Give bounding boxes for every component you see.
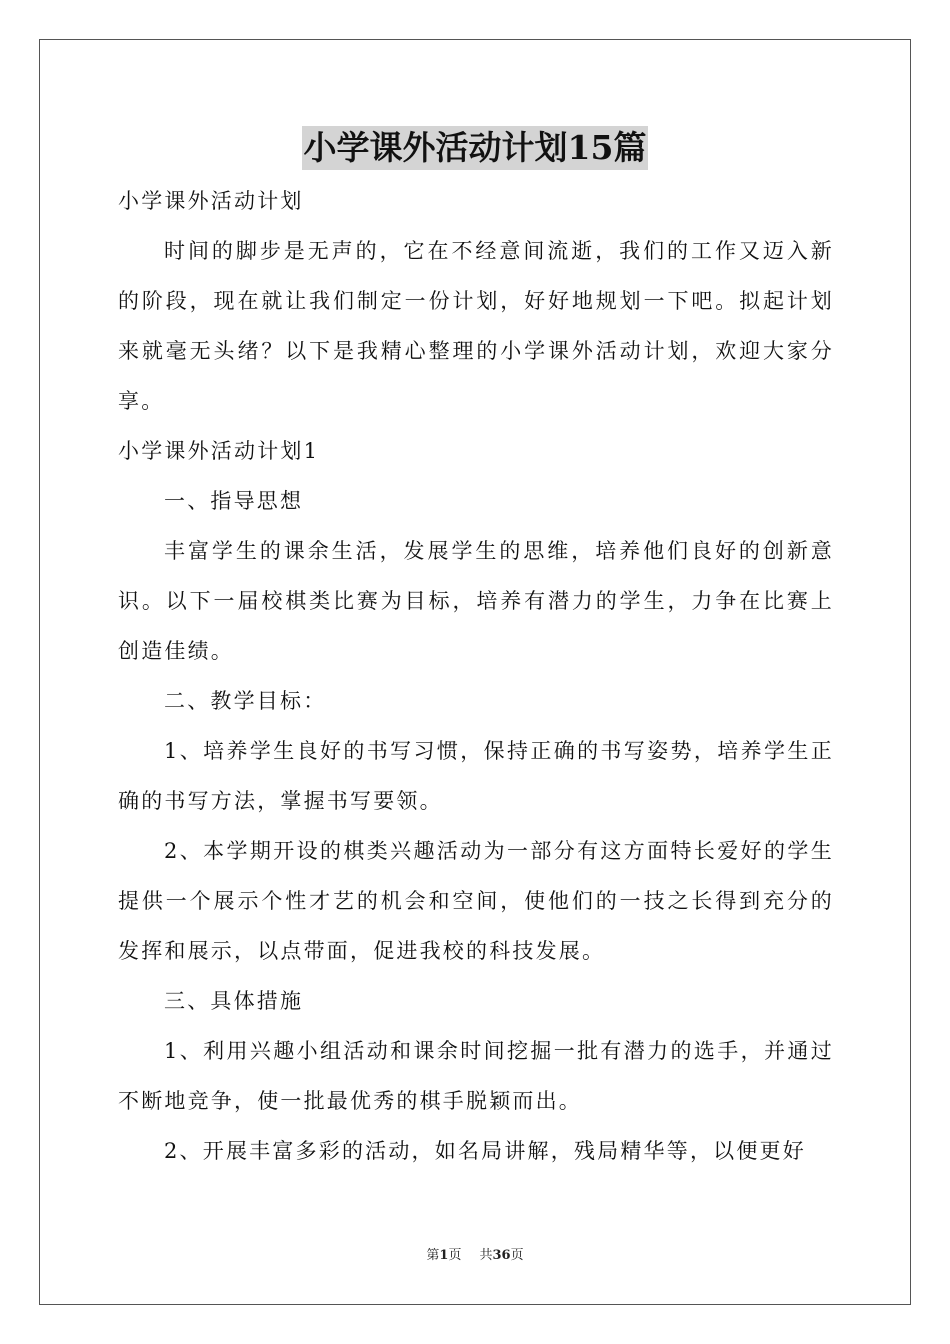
section-heading: 一、指导思想 [164, 489, 304, 513]
total-prefix: 共 [479, 1248, 493, 1263]
document-body [118, 176, 834, 1176]
section-heading: 二、教学目标： [164, 689, 327, 713]
page-footer [0, 1246, 950, 1266]
paragraph: 1、培养学生良好的书写习惯，保持正确的书写姿势，培养学生正确的书写方法，掌握书写要领。 [118, 739, 834, 813]
section-heading: 三、具体措施 [164, 989, 304, 1013]
section-heading: 小学课外活动计划1 [118, 439, 320, 463]
page-current: 1 [439, 1248, 449, 1263]
total-unit: 页 [510, 1248, 524, 1263]
paragraph: 2、本学期开设的棋类兴趣活动为一部分有这方面特长爱好的学生提供一个展示个性才艺的机会和空间，使他们的一技之长得到充分的发挥和展示，以点带面，促进我校的科技发展。 [118, 839, 834, 963]
page-prefix: 第 [426, 1248, 440, 1263]
title-container [0, 126, 950, 170]
paragraph: 丰富学生的课余生活，发展学生的思维，培养他们良好的创新意识。以下一届校棋类比赛为目标，培养有潜力的学生，力争在比赛上创造佳绩。 [118, 539, 834, 663]
page-unit: 页 [448, 1248, 462, 1263]
paragraph: 1、利用兴趣小组活动和课余时间挖掘一批有潜力的选手，并通过不断地竞争，使一批最优秀的棋手脱颖而出。 [118, 1039, 834, 1113]
paragraph: 2、开展丰富多彩的活动，如名局讲解，残局精华等，以便更好 [164, 1139, 806, 1163]
paragraph: 时间的脚步是无声的，它在不经意间流逝，我们的工作又迈入新的阶段，现在就让我们制定一份计划，好好地规划一下吧。拟起计划来就毫无头绪？以下是我精心整理的小学课外活动计划，欢迎大家分享。 [118, 239, 834, 413]
paragraph: 小学课外活动计划 [118, 189, 304, 213]
document-title: 小学课外活动计划15篇 [302, 126, 649, 170]
page-total: 36 [492, 1248, 511, 1263]
